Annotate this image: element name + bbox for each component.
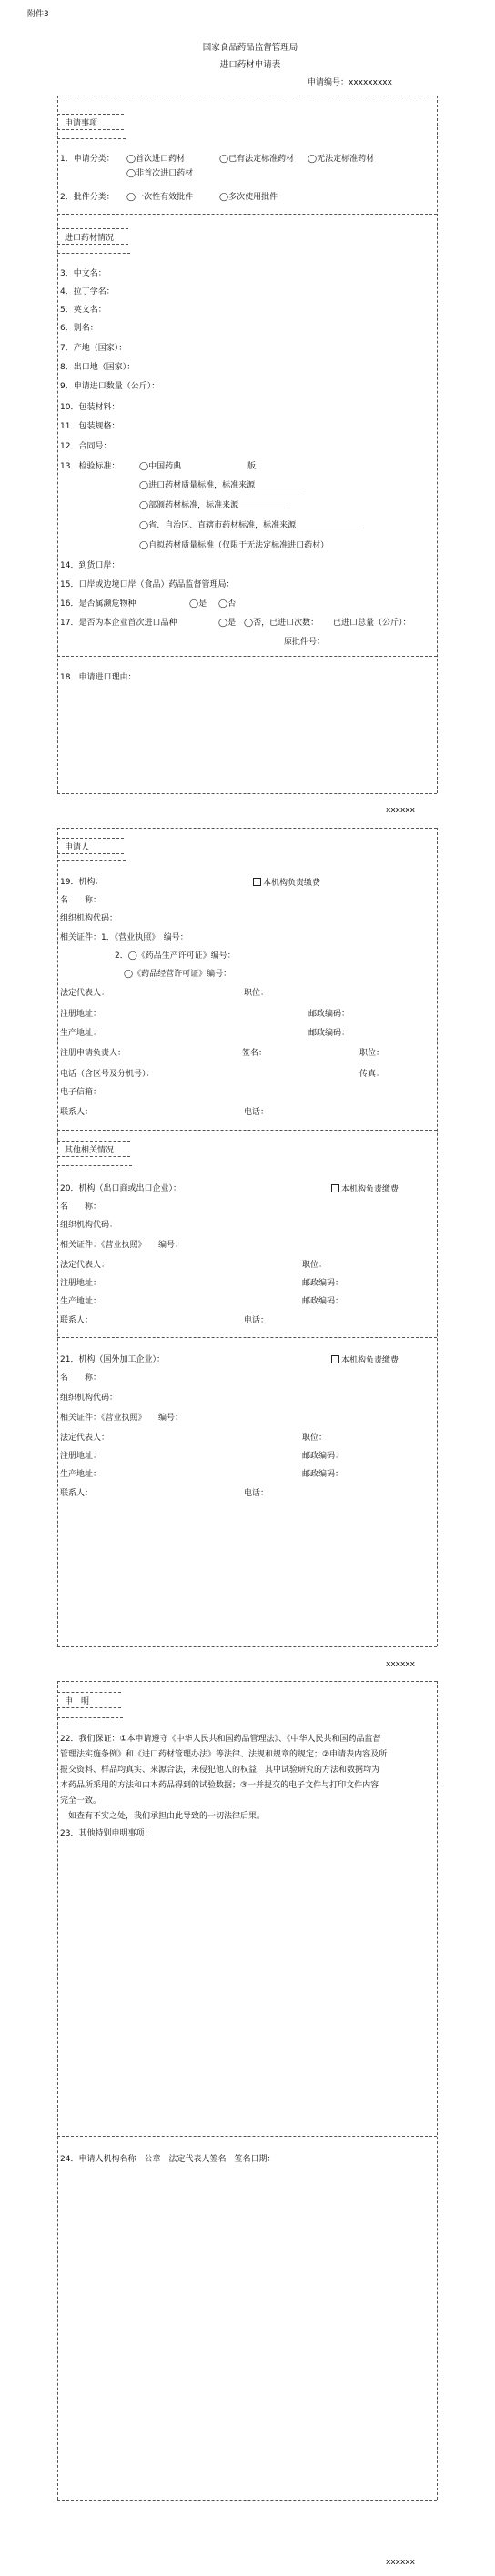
- field-position: 职位：: [302, 1434, 328, 1443]
- field-exporter: 20．机构（出口商或出口企业）：: [60, 1184, 181, 1193]
- field-org-code: 组织机构代码：: [60, 914, 118, 923]
- field-legal-rep: 法定代表人：: [60, 1261, 110, 1270]
- declaration-line-5: 完全一致。: [60, 1796, 102, 1806]
- field-name: 名 称：: [60, 1374, 102, 1383]
- field-certificate: 相关证件：《营业执照》 编号：: [60, 1414, 184, 1423]
- field-zip-3: 邮政编码：: [302, 1452, 344, 1461]
- field-prod-address: 生产地址：: [60, 1470, 102, 1479]
- field-tel: 电话：: [244, 1316, 269, 1325]
- option-first-no[interactable]: ◯否，已进口次数：: [244, 619, 319, 628]
- field-reg-person: 注册申请负责人：: [60, 1049, 126, 1058]
- option-production-license[interactable]: 2．◯《药品生产许可证》编号：: [115, 951, 236, 961]
- field-certificate: 相关证件：《营业执照》 编号：: [60, 1241, 184, 1250]
- form-box-3: [57, 1681, 438, 2500]
- section-tag-other: [57, 1141, 130, 1157]
- declaration-line-1: 22．我们保证：①本申请遵守《中华人民共和国药品管理法》、《中华人民共和国药品监督: [60, 1735, 381, 1744]
- field-institution: 19．机构：: [60, 878, 104, 887]
- option-first-import[interactable]: ◯首次进口药材: [126, 155, 186, 164]
- edition-label: 版: [248, 462, 257, 471]
- option-legal-standard[interactable]: ◯已有法定标准药材: [219, 155, 295, 164]
- option-endangered-yes[interactable]: ◯是: [189, 599, 207, 609]
- field-org-code: 组织机构代码：: [60, 1221, 118, 1230]
- section-title: 其他相关情况: [65, 1146, 115, 1155]
- option-self-standard[interactable]: ◯自拟药材质量标准（仅限于无法定标准进口药材）: [139, 541, 329, 550]
- field-legal-rep: 法定代表人：: [60, 989, 110, 998]
- section-title: 申 明: [65, 1697, 90, 1706]
- fee-checkbox-1[interactable]: 本机构负责缴费: [253, 878, 320, 889]
- option-business-license[interactable]: ◯《药品经营许可证》编号：: [124, 970, 232, 979]
- declaration-line-3: 报交资料、样品均真实、来源合法，未侵犯他人的权益，其中试验研究的方法和数据均为: [60, 1766, 380, 1775]
- declaration-line-2: 管理法实施条例》和《进口药材管理办法》等法律、法规和规章的规定；②申请表内容及所: [60, 1750, 388, 1759]
- field-fax: 传真：: [359, 1070, 385, 1079]
- declaration-line-4: 本药品所采用的方法和由本药品得到的试验数据；③一并提交的电子文件与打印文件内容: [60, 1781, 379, 1790]
- field-tel: 电话：: [244, 1489, 269, 1498]
- field-packaging-spec: 11．包装规格：: [60, 422, 120, 431]
- field-reg-address: 注册地址：: [60, 1010, 102, 1019]
- field-contact: 联系人：: [60, 1489, 94, 1498]
- field-org-code: 组织机构代码：: [60, 1394, 118, 1403]
- page-mark-2: xxxxxx: [386, 1660, 415, 1669]
- field-latin-name: 4．拉丁学名：: [60, 287, 115, 297]
- field-port-authority: 15．口岸或边境口岸（食品）药品监督管理局：: [60, 580, 235, 589]
- field-reg-address: 注册地址：: [60, 1279, 102, 1288]
- option-ministry-standard[interactable]: ◯部颁药材标准，标准来源＿＿＿＿＿＿: [139, 501, 288, 510]
- section-title: 进口药材情况: [65, 234, 115, 243]
- field-arrival-port: 14．到货口岸：: [60, 561, 120, 570]
- field-quantity: 9．申请进口数量（公斤）：: [60, 382, 160, 391]
- field-zip-1: 邮政编码：: [308, 1010, 350, 1019]
- field-alias: 6．别名：: [60, 324, 98, 333]
- field-reg-address: 注册地址：: [60, 1452, 102, 1461]
- option-non-first-import[interactable]: ◯非首次进口药材: [126, 169, 194, 178]
- field-legal-rep: 法定代表人：: [60, 1434, 110, 1443]
- field-zip-2: 邮政编码：: [302, 1297, 344, 1306]
- section-tag-applicant: [57, 838, 124, 854]
- checkbox-icon: [331, 1184, 339, 1192]
- page-mark-1: xxxxxx: [386, 806, 415, 815]
- page-mark-3: xxxxxx: [386, 2558, 415, 2567]
- field-contact: 联系人：: [60, 1108, 94, 1117]
- option-first-yes[interactable]: ◯是: [218, 619, 237, 628]
- option-one-time[interactable]: ◯一次性有效批件: [126, 193, 194, 202]
- checkbox-icon: [331, 1355, 339, 1363]
- form-title: 进口药材申请表: [219, 60, 281, 70]
- field-foreign-processor: 21．机构（国外加工企业）：: [60, 1355, 165, 1364]
- field-tel: 电话：: [244, 1108, 269, 1117]
- field-phone: 电话（含区号及分机号）：: [60, 1070, 155, 1079]
- fee-checkbox-3[interactable]: 本机构负责缴费: [331, 1355, 399, 1366]
- field-zip-2: 邮政编码：: [308, 1029, 350, 1038]
- field-contract-no: 12．合同号：: [60, 442, 112, 451]
- field-first-import-variety: 17．是否为本企业首次进口品种: [60, 619, 177, 628]
- field-position: 职位：: [302, 1261, 328, 1270]
- field-prod-address: 生产地址：: [60, 1297, 102, 1306]
- checkbox-icon: [253, 878, 261, 886]
- application-number: 申请编号：xxxxxxxxx: [308, 78, 392, 87]
- option-multi-use[interactable]: ◯多次使用批件: [219, 193, 278, 202]
- section-tag-herb-info: [57, 228, 128, 245]
- field-position-2: 职位：: [359, 1049, 385, 1058]
- option-pharmacopoeia[interactable]: ◯中国药典: [139, 462, 182, 471]
- section-tag-application: [57, 114, 124, 130]
- attachment-label: 附件3: [27, 10, 49, 19]
- field-special-statement: 23．其他特别申明事项：: [60, 1829, 153, 1838]
- option-no-standard[interactable]: ◯无法定标准药材: [308, 155, 375, 164]
- field-certificate: 相关证件：1．《营业执照》 编号：: [60, 933, 188, 942]
- field-zip-4: 邮政编码：: [302, 1470, 344, 1479]
- field-signature: 签名：: [242, 1049, 268, 1058]
- section-tag-declaration: [57, 1692, 121, 1708]
- field-prod-address: 生产地址：: [60, 1029, 102, 1038]
- field-application-type: 1．申请分类：: [60, 155, 115, 164]
- imported-total-label: 已进口总量（公斤）：: [333, 619, 411, 628]
- option-endangered-no[interactable]: ◯否: [218, 599, 237, 609]
- field-inspection-standard: 13．检验标准：: [60, 462, 120, 471]
- agency-title: 国家食品药品监督管理局: [202, 43, 298, 53]
- form-box-2: [57, 828, 438, 1646]
- field-packaging-material: 10．包装材料：: [60, 403, 120, 412]
- field-approval-type: 2．批件分类：: [60, 193, 115, 202]
- field-position: 职位：: [244, 989, 269, 998]
- section-title: 申请人: [65, 843, 90, 852]
- field-export-country: 8．出口地（国家）：: [60, 363, 136, 372]
- field-email: 电子信箱：: [60, 1088, 102, 1097]
- field-zip-1: 邮政编码：: [302, 1279, 344, 1288]
- section-title: 申请事项: [65, 119, 98, 128]
- field-english-name: 5．英文名：: [60, 306, 106, 315]
- original-approval-no: 原批件号：: [284, 638, 326, 647]
- option-provincial-standard[interactable]: ◯省、自治区、直辖市药材标准，标准来源＿＿＿＿＿＿＿＿: [139, 521, 362, 530]
- declaration-line-6: 如查有不实之处，我们承担由此导致的一切法律后果。: [60, 1812, 266, 1821]
- field-chinese-name: 3．中文名：: [60, 269, 106, 278]
- field-origin: 7．产地（国家）：: [60, 344, 127, 353]
- fee-checkbox-2[interactable]: 本机构负责缴费: [331, 1184, 399, 1195]
- field-applicant-signature: 24．申请人机构名称 公章 法定代表人签名 签名日期：: [60, 2155, 276, 2164]
- field-endangered: 16．是否属濒危物种: [60, 599, 136, 609]
- field-name: 名 称：: [60, 896, 102, 905]
- field-import-reason: 18．申请进口理由：: [60, 673, 136, 682]
- option-import-standard[interactable]: ◯进口药材质量标准，标准来源＿＿＿＿＿＿: [139, 481, 305, 490]
- field-name: 名 称：: [60, 1202, 102, 1212]
- field-contact: 联系人：: [60, 1316, 94, 1325]
